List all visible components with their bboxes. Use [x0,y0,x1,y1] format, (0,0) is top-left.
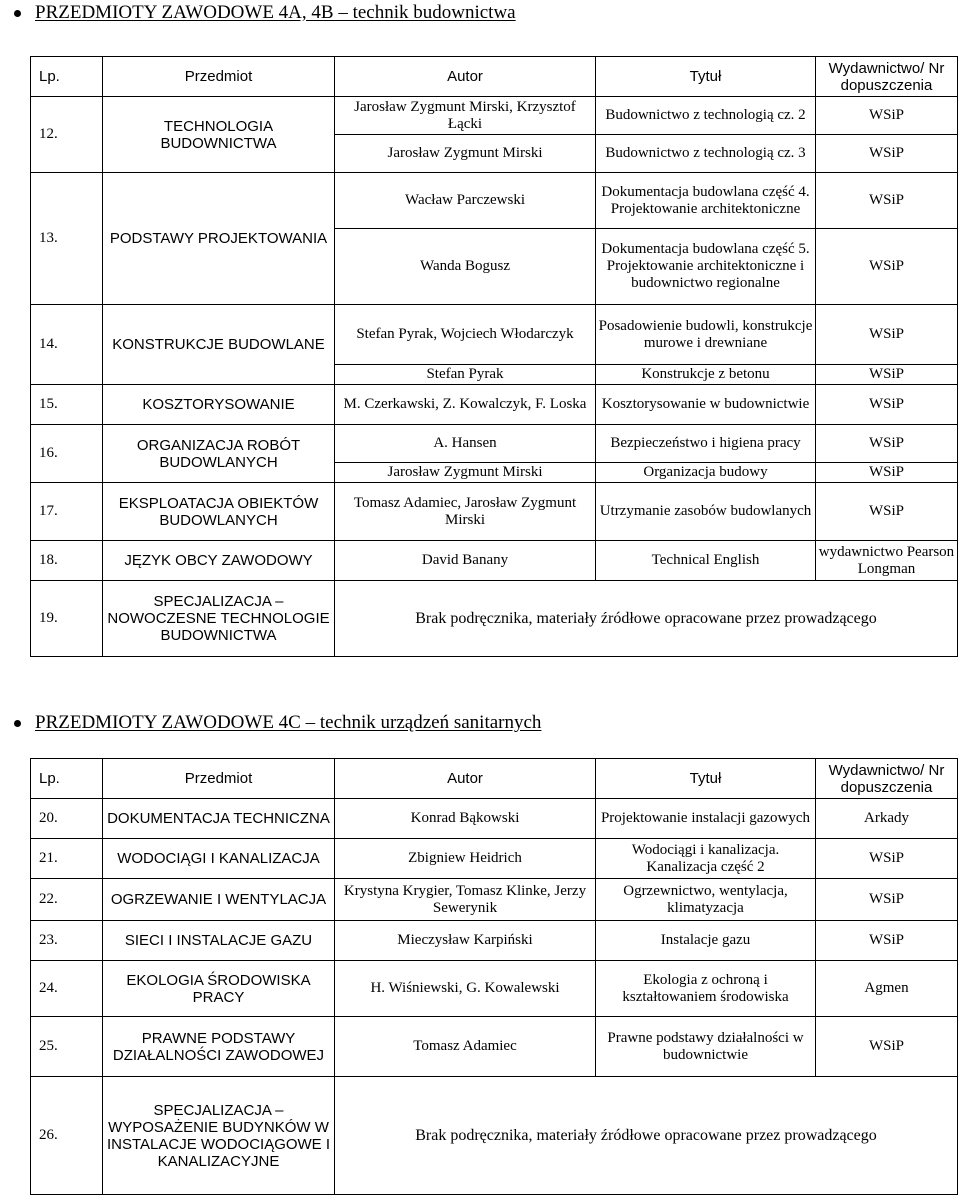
publisher-cell: WSiP [816,385,958,425]
publisher-cell: WSiP [816,365,958,385]
table-header-row [31,759,958,799]
author-cell: Jarosław Zygmunt Mirski, Krzysztof Łącki [335,97,596,135]
publisher-cell: WSiP [816,135,958,173]
subject-cell: SIECI I INSTALACJE GAZU [103,921,335,961]
publisher-cell: wydawnictwo Pearson Longman [816,541,958,581]
author-cell: Wanda Bogusz [335,229,596,305]
row-number: 26. [31,1077,103,1195]
header-tytul: Tytuł [596,759,816,799]
subject-cell: SPECJALIZACJA – WYPOSAŻENIE BUDYNKÓW W INSTALACJE WODOCIĄGOWE I KANALIZACYJNE [103,1077,335,1195]
publisher-cell: WSiP [816,229,958,305]
row-number: 21. [31,839,103,879]
table-row [31,839,958,879]
subject-cell: PRAWNE PODSTAWY DZIAŁALNOŚCI ZAWODOWEJ [103,1017,335,1077]
title-cell: Budownictwo z technologią cz. 2 [596,97,816,135]
row-number: 25. [31,1017,103,1077]
publisher-cell: WSiP [816,921,958,961]
row-number: 17. [31,483,103,541]
publisher-cell: Agmen [816,961,958,1017]
header-przedmiot: Przedmiot [103,57,335,97]
publisher-cell: WSiP [816,173,958,229]
table-row [31,1077,958,1195]
row-number: 15. [31,385,103,425]
bullet-icon [14,720,21,727]
author-cell: A. Hansen [335,425,596,463]
subject-cell: KOSZTORYSOWANIE [103,385,335,425]
title-cell: Kosztorysowanie w budownictwie [596,385,816,425]
subject-cell: DOKUMENTACJA TECHNICZNA [103,799,335,839]
header-wydawnictwo: Wydawnictwo/ Nr dopuszczenia [816,57,958,97]
title-cell: Dokumentacja budowlana część 4. Projektowanie architektoniczne [596,173,816,229]
row-number: 18. [31,541,103,581]
title-cell: Prawne podstawy działalności w budownictwie [596,1017,816,1077]
header-wydawnictwo: Wydawnictwo/ Nr dopuszczenia [816,759,958,799]
author-cell: Mieczysław Karpiński [335,921,596,961]
row-number: 23. [31,921,103,961]
table-4ab [30,56,958,657]
subject-cell: OGRZEWANIE I WENTYLACJA [103,879,335,921]
title-cell: Konstrukcje z betonu [596,365,816,385]
author-cell: Stefan Pyrak [335,365,596,385]
publisher-cell: WSiP [816,425,958,463]
title-cell: Wodociągi i kanalizacja. Kanalizacja część 2 [596,839,816,879]
row-number: 12. [31,97,103,173]
table-row [31,385,958,425]
subject-cell: EKOLOGIA ŚRODOWISKA PRACY [103,961,335,1017]
table-row [31,541,958,581]
subject-cell: TECHNOLOGIA BUDOWNICTWA [103,97,335,173]
title-cell: Dokumentacja budowlana część 5. Projektowanie architektoniczne i budownictwo regionalne [596,229,816,305]
row-number: 22. [31,879,103,921]
author-cell: Konrad Bąkowski [335,799,596,839]
header-autor: Autor [335,759,596,799]
subject-cell: SPECJALIZACJA – NOWOCZESNE TECHNOLOGIE BUDOWNICTWA [103,581,335,657]
subject-cell: JĘZYK OBCY ZAWODOWY [103,541,335,581]
table-row [31,581,958,657]
author-cell: Krystyna Krygier, Tomasz Klinke, Jerzy Sewerynik [335,879,596,921]
header-lp: Lp. [31,57,103,97]
subject-cell: EKSPLOATACJA OBIEKTÓW BUDOWLANYCH [103,483,335,541]
author-cell: Wacław Parczewski [335,173,596,229]
author-cell: Stefan Pyrak, Wojciech Włodarczyk [335,305,596,365]
publisher-cell: WSiP [816,305,958,365]
table-row [31,305,958,365]
table-row [31,97,958,135]
row-number: 20. [31,799,103,839]
row-number: 24. [31,961,103,1017]
table-header-row [31,57,958,97]
table-row [31,483,958,541]
author-cell: Zbigniew Heidrich [335,839,596,879]
title-cell: Ekologia z ochroną i kształtowaniem środowiska [596,961,816,1017]
title-cell: Budownictwo z technologią cz. 3 [596,135,816,173]
title-cell: Organizacja budowy [596,463,816,483]
publisher-cell: WSiP [816,839,958,879]
publisher-cell: WSiP [816,463,958,483]
author-cell: H. Wiśniewski, G. Kowalewski [335,961,596,1017]
header-lp: Lp. [31,759,103,799]
subject-cell: WODOCIĄGI I KANALIZACJA [103,839,335,879]
subject-cell: KONSTRUKCJE BUDOWLANE [103,305,335,385]
author-cell: Jarosław Zygmunt Mirski [335,135,596,173]
title-cell: Posadowienie budowli, konstrukcje murowe i drewniane [596,305,816,365]
row-number: 19. [31,581,103,657]
row-number: 14. [31,305,103,385]
author-cell: Tomasz Adamiec [335,1017,596,1077]
table-row [31,425,958,463]
note-cell: Brak podręcznika, materiały źródłowe opracowane przez prowadzącego [335,581,958,657]
table-row [31,799,958,839]
author-cell: Tomasz Adamiec, Jarosław Zygmunt Mirski [335,483,596,541]
subject-cell: ORGANIZACJA ROBÓT BUDOWLANYCH [103,425,335,483]
title-cell: Bezpieczeństwo i higiena pracy [596,425,816,463]
title-cell: Technical English [596,541,816,581]
title-cell: Ogrzewnictwo, wentylacja, klimatyzacja [596,879,816,921]
table-row [31,1017,958,1077]
title-cell: Instalacje gazu [596,921,816,961]
table-row [31,961,958,1017]
table-row [31,921,958,961]
subject-cell: PODSTAWY PROJEKTOWANIA [103,173,335,305]
table-row [31,173,958,229]
publisher-cell: WSiP [816,1017,958,1077]
row-number: 13. [31,173,103,305]
header-tytul: Tytuł [596,57,816,97]
publisher-cell: WSiP [816,483,958,541]
section-heading-4ab: PRZEDMIOTY ZAWODOWE 4A, 4B – technik budownictwa [14,2,516,24]
header-przedmiot: Przedmiot [103,759,335,799]
note-cell: Brak podręcznika, materiały źródłowe opracowane przez prowadzącego [335,1077,958,1195]
author-cell: David Banany [335,541,596,581]
bullet-icon [14,10,21,17]
publisher-cell: WSiP [816,879,958,921]
title-cell: Projektowanie instalacji gazowych [596,799,816,839]
section-heading-4c: PRZEDMIOTY ZAWODOWE 4C – technik urządzeń sanitarnych [14,712,541,734]
publisher-cell: WSiP [816,97,958,135]
table-4c [30,758,958,1195]
author-cell: M. Czerkawski, Z. Kowalczyk, F. Loska [335,385,596,425]
header-autor: Autor [335,57,596,97]
row-number: 16. [31,425,103,483]
author-cell: Jarosław Zygmunt Mirski [335,463,596,483]
table-row [31,879,958,921]
title-cell: Utrzymanie zasobów budowlanych [596,483,816,541]
publisher-cell: Arkady [816,799,958,839]
